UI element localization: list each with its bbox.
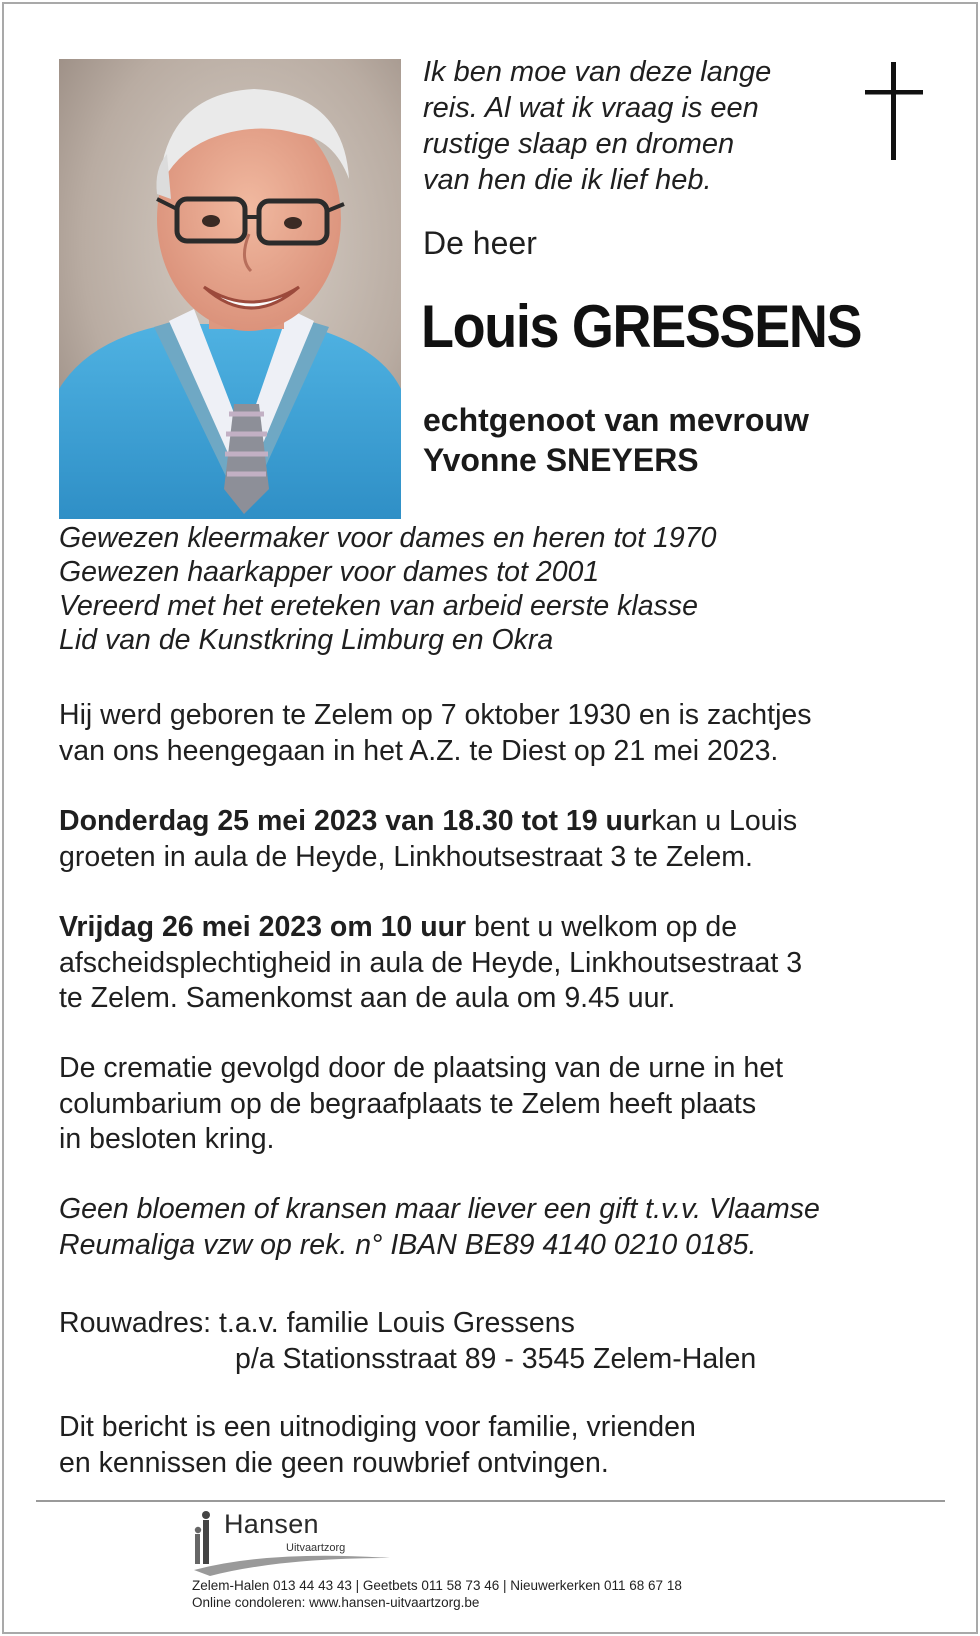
poem-line: van hen die ik lief heb. (423, 164, 712, 196)
paragraph-line: columbarium op de begraafplaats te Zelem heeft plaats (59, 1087, 757, 1120)
brand-subtitle: Uitvaartzorg (286, 1542, 346, 1554)
salutation: De heer (423, 225, 537, 261)
contact-phones: Zelem-Halen 013 44 43 43 | Geetbets 011 58 73 46 | Nieuwerkerken 011 68 67 18 (192, 1578, 682, 1593)
visitation-text: kan u Louis (651, 805, 798, 837)
cremation-paragraph (59, 1051, 939, 1158)
paragraph-line: Geen bloemen of kransen maar liever een gift t.v.v. Vlaamse (59, 1193, 820, 1225)
brand-name: Hansen (224, 1509, 319, 1539)
paragraph-line: Reumaliga vzw op rek. n° IBAN BE89 4140 0210 0185. (59, 1228, 757, 1261)
address-block (59, 1306, 939, 1377)
visitation-paragraph (59, 804, 939, 875)
farewell-text: bent u welkom op de (466, 911, 738, 943)
career-line: Gewezen haarkapper voor dames tot 2001 (59, 556, 600, 588)
paragraph-line: en kennissen die geen rouwbrief ontvingen. (59, 1446, 609, 1479)
paragraph-line: afscheidsplechtigheid in aula de Heyde, Linkhoutsestraat 3 (59, 946, 803, 979)
career-line: Gewezen kleermaker voor dames en heren tot 1970 (59, 522, 717, 554)
farewell-paragraph (59, 910, 939, 1017)
spouse (423, 400, 809, 480)
paragraph-line: van ons heengegaan in het A.Z. te Diest op 21 mei 2023. (59, 734, 779, 767)
spouse-line: Yvonne SNEYERS (423, 442, 699, 478)
visitation-datetime: Donderdag 25 mei 2023 van 18.30 tot 19 uur (59, 805, 652, 837)
poem-line: reis. Al wat ik vraag is een (423, 92, 759, 124)
farewell-datetime: Vrijdag 26 mei 2023 om 10 uur (59, 911, 467, 943)
paragraph-line: te Zelem. Samenkomst aan de aula om 9.45 uur. (59, 982, 676, 1014)
invitation-paragraph (59, 1410, 939, 1481)
online-condolences-link[interactable]: Online condoleren: www.hansen-uitvaartzorg.be (192, 1595, 480, 1610)
poem (423, 54, 843, 198)
cross-icon (865, 62, 923, 160)
address-line: p/a Stationsstraat 89 - 3545 Zelem-Halen (235, 1342, 757, 1375)
deceased-name: Louis GRESSENS (421, 293, 862, 360)
portrait-photo (59, 59, 401, 519)
paragraph-line: Dit bericht is een uitnodiging voor familie, vrienden (59, 1411, 696, 1443)
paragraph-line (59, 804, 939, 840)
birth-death-paragraph (59, 698, 939, 769)
paragraph-line: De crematie gevolgd door de plaatsing van de urne in het (59, 1052, 784, 1084)
address-line: Rouwadres: t.a.v. familie Louis Gressens (59, 1307, 575, 1339)
career-list (59, 521, 939, 657)
donation-paragraph (59, 1192, 939, 1263)
paragraph-line: Hij werd geboren te Zelem op 7 oktober 1930 en is zachtjes (59, 699, 812, 731)
paragraph-line: groeten in aula de Heyde, Linkhoutsestraat 3 te Zelem. (59, 840, 753, 873)
spouse-line: echtgenoot van mevrouw (423, 402, 809, 438)
career-line: Vereerd met het ereteken van arbeid eerste klasse (59, 590, 698, 622)
footer-divider (36, 1500, 945, 1502)
paragraph-line: in besloten kring. (59, 1123, 275, 1155)
poem-line: Ik ben moe van deze lange (423, 56, 772, 88)
poem-line: rustige slaap en dromen (423, 128, 735, 160)
footer-contacts (192, 1577, 682, 1611)
portrait-illustration (59, 59, 401, 519)
paragraph-line (59, 910, 939, 946)
career-line: Lid van de Kunstkring Limburg en Okra (59, 624, 554, 656)
